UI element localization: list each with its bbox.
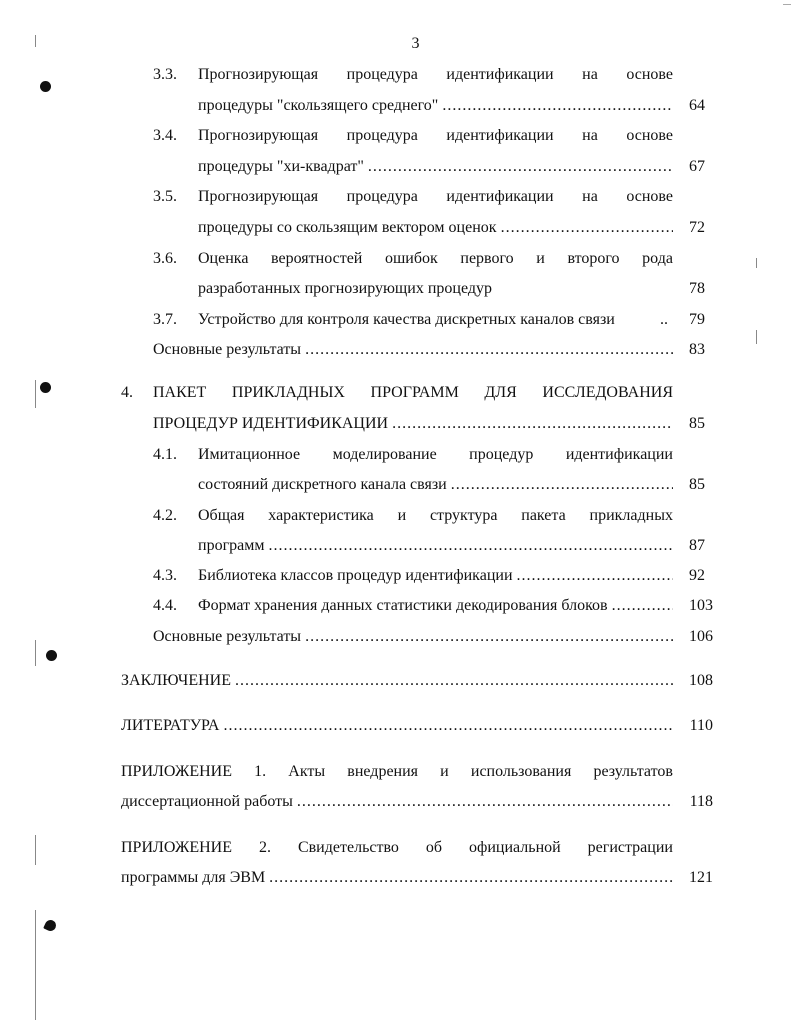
toc-page-number: 106 bbox=[689, 628, 713, 645]
toc-entry-number: 4.1. bbox=[153, 446, 177, 463]
punch-hole-mark bbox=[46, 650, 57, 661]
toc-entry-title: ЛИТЕРАТУРА bbox=[121, 717, 220, 734]
toc-entry-title: Устройство для контроля качества дискретных каналов связи bbox=[198, 311, 615, 328]
toc-entry-title-line1 bbox=[198, 505, 673, 527]
word: ПРОГРАММ bbox=[370, 384, 459, 401]
word: процедура bbox=[346, 66, 418, 83]
toc-entry-title-line1 bbox=[198, 444, 673, 466]
dot-leader bbox=[517, 565, 674, 587]
scan-edge-line bbox=[35, 835, 36, 865]
word: структура bbox=[429, 507, 498, 524]
toc-entry-conclusion[interactable] bbox=[121, 670, 673, 692]
toc-page-number: 67 bbox=[689, 158, 705, 175]
toc-entry-title: Формат хранения данных статистики декодирования блоков bbox=[198, 597, 608, 614]
word: официальной bbox=[468, 839, 561, 856]
toc-entry-title-line2: программ bbox=[198, 537, 265, 554]
word: Общая bbox=[198, 507, 245, 524]
word: ПРИЛОЖЕНИЕ bbox=[121, 763, 233, 780]
word: и bbox=[397, 507, 407, 524]
toc-entry-title-line1 bbox=[198, 125, 673, 147]
word: использования bbox=[470, 763, 572, 780]
dot-leader bbox=[451, 474, 673, 496]
toc-entry-3-6-line2[interactable] bbox=[198, 278, 668, 300]
word: Прогнозирующая bbox=[198, 66, 319, 83]
word: Оценка bbox=[198, 250, 249, 267]
toc-entry-number: 3.6. bbox=[153, 250, 177, 267]
word: и bbox=[536, 250, 545, 267]
toc-entry-number: 3.4. bbox=[153, 127, 177, 144]
toc-entry-appendix-1-line2[interactable] bbox=[121, 791, 673, 813]
dot-leader bbox=[368, 156, 673, 178]
word: Акты bbox=[288, 763, 326, 780]
toc-entry-title-line1 bbox=[198, 248, 673, 270]
dot-leader bbox=[235, 670, 673, 692]
word: на bbox=[582, 66, 598, 83]
toc-entry-number: 3.7. bbox=[153, 311, 177, 328]
scan-corner-mark bbox=[783, 0, 791, 5]
toc-entry-title: ЗАКЛЮЧЕНИЕ bbox=[121, 672, 231, 689]
toc-entry-3-3[interactable] bbox=[0, 64, 791, 86]
toc-entry-3-3-line2[interactable] bbox=[198, 95, 673, 117]
word: основе bbox=[626, 188, 673, 205]
toc-entry-appendix-2[interactable] bbox=[121, 837, 673, 859]
toc-entry-4-1[interactable] bbox=[0, 444, 791, 466]
toc-chapter-number: 4. bbox=[121, 384, 133, 401]
word: прикладных bbox=[589, 507, 673, 524]
toc-entry-literature[interactable] bbox=[121, 715, 673, 737]
toc-page-number: 103 bbox=[689, 597, 713, 614]
toc-entry-3-5-line2[interactable] bbox=[198, 217, 673, 239]
toc-entry-4-3-title[interactable] bbox=[198, 565, 673, 587]
word: ИССЛЕДОВАНИЯ bbox=[542, 384, 673, 401]
dot-leader bbox=[501, 217, 673, 239]
toc-entry-number: 3.5. bbox=[153, 188, 177, 205]
toc-page-number: 87 bbox=[689, 537, 705, 554]
toc-page-number: 110 bbox=[689, 717, 713, 734]
toc-page-number: 85 bbox=[689, 476, 705, 493]
toc-entry-title-line2: диссертационной работы bbox=[121, 793, 293, 810]
word: 2. bbox=[258, 839, 271, 856]
toc-entry-appendix-1[interactable] bbox=[121, 761, 673, 783]
word: результатов bbox=[593, 763, 673, 780]
word: Прогнозирующая bbox=[198, 188, 319, 205]
toc-entry-title-line1 bbox=[198, 64, 673, 86]
page-number: 3 bbox=[411, 35, 420, 52]
toc-entry-title-line1 bbox=[198, 186, 673, 208]
word: на bbox=[582, 127, 598, 144]
toc-page-number: 108 bbox=[689, 672, 713, 689]
dot-leader bbox=[269, 867, 673, 889]
word: идентификации bbox=[446, 188, 554, 205]
toc-entry-results-4[interactable] bbox=[153, 626, 673, 648]
toc-chapter-4[interactable] bbox=[0, 382, 791, 404]
toc-page-number: 72 bbox=[689, 219, 705, 236]
scan-edge-line bbox=[35, 910, 36, 1020]
toc-entry-title-line2: процедуры со скользящим вектором оценок bbox=[198, 219, 497, 236]
toc-entry-number: 4.4. bbox=[153, 597, 177, 614]
word: Свидетельство bbox=[297, 839, 399, 856]
toc-entry-3-6[interactable] bbox=[0, 248, 791, 270]
word: внедрения bbox=[347, 763, 419, 780]
word: Имитационное bbox=[198, 446, 301, 463]
word: ошибок bbox=[384, 250, 438, 267]
word: пакета bbox=[521, 507, 566, 524]
toc-entry-4-4-title[interactable] bbox=[198, 595, 673, 617]
toc-entry-3-4[interactable] bbox=[0, 125, 791, 147]
dot-leader bbox=[305, 339, 673, 361]
toc-entry-title-line2: разработанных прогнозирующих процедур bbox=[198, 280, 492, 297]
toc-entry-title-line2: процедуры "скользящего среднего" bbox=[198, 97, 439, 114]
word: основе bbox=[626, 66, 673, 83]
word: Прогнозирующая bbox=[198, 127, 319, 144]
word: ПРИКЛАДНЫХ bbox=[231, 384, 345, 401]
word: процедур bbox=[469, 446, 534, 463]
scan-edge-line bbox=[756, 330, 757, 344]
toc-entry-4-2[interactable] bbox=[0, 505, 791, 527]
dot-leader bbox=[442, 95, 673, 117]
word: основе bbox=[626, 127, 673, 144]
toc-entry-3-5[interactable] bbox=[0, 186, 791, 208]
dot-leader bbox=[297, 791, 673, 813]
word: идентификации bbox=[565, 446, 673, 463]
punch-hole-mark bbox=[43, 918, 58, 933]
dot-leader bbox=[612, 595, 673, 617]
scan-edge-line bbox=[35, 640, 36, 666]
toc-page-number: 118 bbox=[689, 793, 713, 810]
toc-page-number: 79 bbox=[689, 311, 705, 328]
toc-chapter-title-line2: ПРОЦЕДУР ИДЕНТИФИКАЦИИ bbox=[153, 415, 389, 432]
dot-leader-short: .. bbox=[660, 311, 668, 328]
word: ДЛЯ bbox=[484, 384, 517, 401]
toc-chapter-title-line1 bbox=[153, 382, 673, 404]
word: второго bbox=[567, 250, 620, 267]
toc-entry-title-line2: процедуры "хи-квадрат" bbox=[198, 158, 364, 175]
dot-leader bbox=[392, 413, 673, 435]
word: и bbox=[440, 763, 449, 780]
word: процедура bbox=[346, 188, 418, 205]
dot-leader bbox=[268, 535, 673, 557]
word: ПРИЛОЖЕНИЕ bbox=[121, 839, 233, 856]
dot-leader bbox=[223, 715, 673, 737]
toc-page-number: 121 bbox=[689, 869, 713, 886]
toc-page-number: 85 bbox=[689, 415, 705, 432]
toc-entry-number: 4.3. bbox=[153, 567, 177, 584]
toc-entry-title: Библиотека классов процедур идентификации bbox=[198, 567, 513, 584]
toc-entry-4-2-line2[interactable] bbox=[198, 535, 673, 557]
toc-page-number: 83 bbox=[689, 341, 705, 358]
word: процедура bbox=[346, 127, 418, 144]
word: первого bbox=[460, 250, 514, 267]
word: на bbox=[582, 188, 598, 205]
word: 1. bbox=[254, 763, 267, 780]
word: моделирование bbox=[332, 446, 437, 463]
toc-page-number: 78 bbox=[689, 280, 705, 297]
word: характеристика bbox=[268, 507, 374, 524]
word: об bbox=[425, 839, 443, 856]
word: вероятностей bbox=[271, 250, 363, 267]
toc-entry-4-1-line2[interactable] bbox=[198, 474, 673, 496]
toc-chapter-4-line2[interactable] bbox=[153, 413, 673, 435]
toc-entry-number: 4.2. bbox=[153, 507, 177, 524]
toc-entry-title-line2: программы для ЭВМ bbox=[121, 869, 266, 886]
toc-entry-number: 3.3. bbox=[153, 66, 177, 83]
toc-entry-3-4-line2[interactable] bbox=[198, 156, 673, 178]
word: ПАКЕТ bbox=[153, 384, 207, 401]
toc-entry-appendix-2-line2[interactable] bbox=[121, 867, 673, 889]
word: идентификации bbox=[446, 66, 554, 83]
word: идентификации bbox=[446, 127, 554, 144]
toc-entry-title: Основные результаты bbox=[153, 341, 302, 358]
word: рода bbox=[642, 250, 673, 267]
toc-entry-title-line2: состояний дискретного канала связи bbox=[198, 476, 447, 493]
toc-page-number: 92 bbox=[689, 567, 705, 584]
toc-page-number: 64 bbox=[689, 97, 705, 114]
toc-entry-results-3[interactable] bbox=[153, 339, 673, 361]
word: регистрации bbox=[587, 839, 673, 856]
dot-leader bbox=[305, 626, 673, 648]
toc-entry-title: Основные результаты bbox=[153, 628, 302, 645]
